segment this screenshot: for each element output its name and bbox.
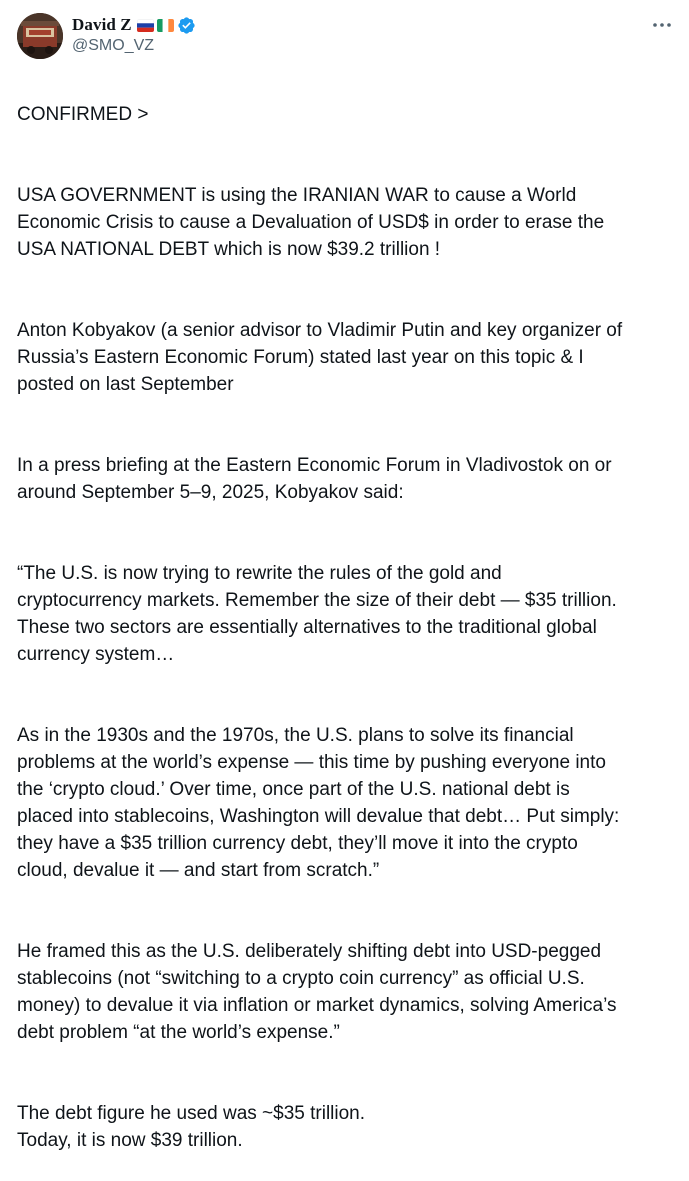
name-row xyxy=(72,14,196,36)
ireland-flag-icon xyxy=(157,19,174,32)
author-identity xyxy=(72,14,196,55)
post-paragraph: “The U.S. is now trying to rewrite the rules of the gold and cryptocurrency markets. Remember the size of their debt — $35 trillion. These two sectors are essentially alternatives to the traditional global currency system… xyxy=(17,563,617,665)
verified-badge-icon[interactable] xyxy=(177,16,196,35)
post-paragraph: Anton Kobyakov (a senior advisor to Vladimir Putin and key organizer of Russia’s Eastern Economic Forum) stated last year on this topic & I posted on last September xyxy=(17,320,623,395)
post-paragraph: As in the 1930s and the 1970s, the U.S. plans to solve its financial problems at the world’s expense — this time by pushing everyone into the ‘crypto cloud.’ Over time, once part of the U.S. national debt is placed into stablecoins, Washington will devalue that debt… Put simply: they have a $35 trillion currency debt, they’ll move it into the crypto cloud, devalue it — and start from scratch.” xyxy=(17,725,620,881)
post-paragraph: USA GOVERNMENT is using the IRANIAN WAR to cause a World Economic Crisis to cause a Devaluation of USD$ in order to erase the USA NATIONAL DEBT which is now $39.2 trillion ! xyxy=(17,185,605,260)
post-paragraph: CONFIRMED > xyxy=(17,104,149,125)
author-handle[interactable]: @SMO_VZ xyxy=(72,37,155,54)
display-name[interactable]: David Z xyxy=(72,15,132,34)
post-paragraph: He framed this as the U.S. deliberately shifting debt into USD-pegged stablecoins (not “switching to a crypto coin currency” as official U.S. money) to devalue it via inflation or market dynamics, solving America’s debt problem “at the world’s expense.” xyxy=(17,941,617,1043)
russia-flag-icon xyxy=(137,19,154,32)
avatar[interactable] xyxy=(17,13,63,59)
profile-photo-icon xyxy=(17,13,63,59)
more-options-button[interactable] xyxy=(650,17,674,33)
post-paragraph: The debt figure he used was ~$35 trillion. Today, it is now $39 trillion. xyxy=(17,1103,366,1151)
more-horizontal-icon xyxy=(650,17,674,33)
post-header xyxy=(17,13,677,61)
post-text xyxy=(17,74,677,1181)
post-paragraph: In a press briefing at the Eastern Economic Forum in Vladivostok on or around September 5–9, 2025, Kobyakov said: xyxy=(17,455,612,503)
